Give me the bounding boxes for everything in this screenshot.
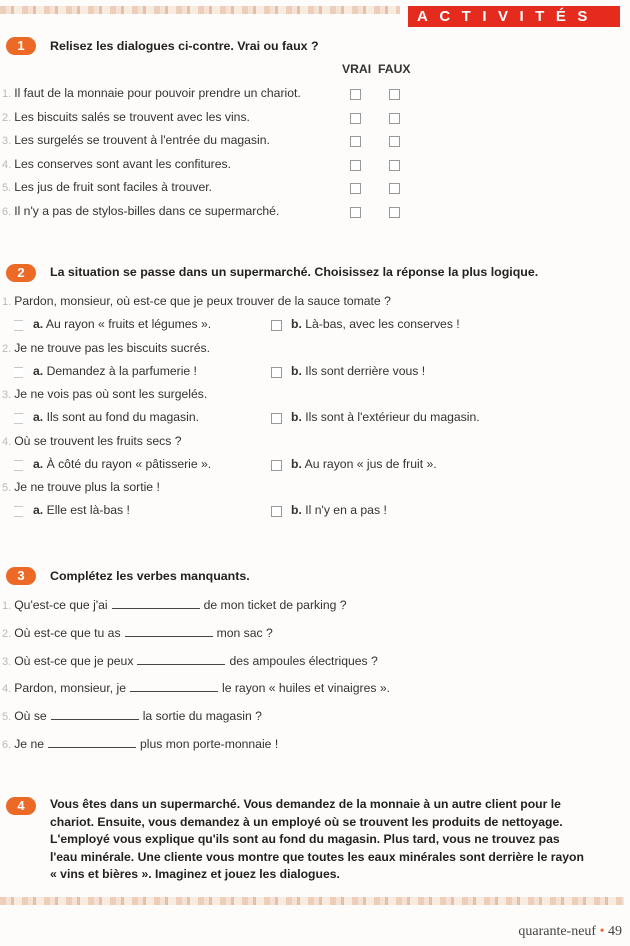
option-a <box>33 503 130 517</box>
option-a-label: a. <box>33 503 44 517</box>
text-after-blank: plus mon porte-monnaie ! <box>140 737 279 751</box>
section-banner: ACTIVITÉS <box>408 6 620 27</box>
faux-checkbox[interactable] <box>389 183 400 194</box>
option-a-text: Au rayon « fruits et légumes ». <box>45 317 212 331</box>
question-row <box>2 480 160 494</box>
vrai-checkbox[interactable] <box>350 183 361 194</box>
decorative-texture-bottom <box>0 897 624 905</box>
statement-row <box>2 180 212 194</box>
option-b-text: Ils sont à l'extérieur du magasin. <box>305 410 480 424</box>
exercise-1-badge: 1 <box>6 37 36 55</box>
vrai-checkbox[interactable] <box>350 207 361 218</box>
fill-blank-row <box>2 708 262 723</box>
exercise-4-text: Vous êtes dans un supermarché. Vous demandez de la monnaie à un autre client pour le chariot. Ensuite, vous demandez à un employé où se trouvent les produits de nettoyage. L'employé vous explique qu'ils sont au fond du magasin. Plus tard, vous ne trouvez pas l'eau minérale. Une cliente vous montre que toutes les eaux minérales sont derrière le rayon « vins et bières ». Imaginez et jouez les dialogues. <box>50 797 584 881</box>
item-number: 5. <box>2 482 12 494</box>
statement-text: Les biscuits salés se trouvent avec les vins. <box>14 109 250 124</box>
bullet-dot: • <box>599 924 605 939</box>
exercise-2-instruction: La situation se passe dans un supermarché. Choisissez la réponse la plus logique. <box>50 265 539 279</box>
option-b-label: b. <box>291 317 302 331</box>
option-a-text: À côté du rayon « pâtisserie ». <box>46 456 212 471</box>
text-after-blank: mon sac ? <box>216 625 273 640</box>
item-number: 4. <box>2 158 12 171</box>
faux-checkbox[interactable] <box>389 160 400 171</box>
item-number: 3. <box>2 655 12 668</box>
option-a-text: Demandez à la parfumerie ! <box>46 363 197 378</box>
text-before-blank: Je ne <box>14 737 45 751</box>
statement-row <box>2 86 301 100</box>
option-b-text: Au rayon « jus de fruit ». <box>304 456 437 471</box>
item-number: 4. <box>2 435 12 448</box>
option-b-label: b. <box>291 363 302 378</box>
item-number: 2. <box>2 627 12 640</box>
item-number: 3. <box>2 389 12 401</box>
text-after-blank: le rayon « huiles et vinaigres ». <box>221 681 390 696</box>
option-a <box>33 364 197 378</box>
option-a-checkbox[interactable] <box>14 367 23 378</box>
page-footer <box>518 924 622 940</box>
question-text: Je ne vois pas où sont les surgelés. <box>14 387 208 401</box>
option-b <box>291 457 437 471</box>
question-row <box>2 434 182 448</box>
item-number: 2. <box>2 342 12 355</box>
item-number: 3. <box>2 135 12 147</box>
option-a-label: a. <box>33 456 44 471</box>
answer-blank[interactable] <box>51 708 139 720</box>
option-a <box>33 410 199 424</box>
option-b-checkbox[interactable] <box>271 506 282 517</box>
fill-blank-row <box>2 625 273 640</box>
text-after-blank: des ampoules électriques ? <box>229 653 378 668</box>
vrai-checkbox[interactable] <box>350 136 361 147</box>
exercise-2-badge: 2 <box>6 264 36 282</box>
statement-text: Il faut de la monnaie pour pouvoir prendre un chariot. <box>14 86 301 100</box>
fill-blank-row <box>2 680 390 695</box>
exercise-1-instruction: Relisez les dialogues ci-contre. Vrai ou faux ? <box>50 39 319 53</box>
answer-blank[interactable] <box>130 680 218 692</box>
exercise-4-badge: 4 <box>6 797 36 815</box>
option-a-label: a. <box>33 317 44 331</box>
decorative-texture-top <box>0 6 400 14</box>
col-header-vrai: VRAI <box>342 62 372 76</box>
question-row <box>2 294 391 308</box>
faux-checkbox[interactable] <box>389 89 400 100</box>
vrai-checkbox[interactable] <box>350 160 361 171</box>
item-number: 4. <box>2 683 12 696</box>
text-after-blank: de mon ticket de parking ? <box>203 598 347 612</box>
option-b <box>291 364 425 378</box>
vrai-checkbox[interactable] <box>350 113 361 124</box>
option-a-label: a. <box>33 410 44 424</box>
option-b <box>291 410 480 424</box>
exercise-3-instruction: Complétez les verbes manquants. <box>50 569 250 583</box>
fill-blank-row <box>2 597 347 612</box>
item-number: 1. <box>2 600 12 612</box>
exercise-3-badge: 3 <box>6 567 36 585</box>
fill-blank-row <box>2 653 378 668</box>
text-before-blank: Où est-ce que je peux <box>14 653 134 668</box>
text-before-blank: Où est-ce que tu as <box>14 625 121 640</box>
question-row <box>2 387 207 401</box>
option-a <box>33 457 211 471</box>
text-before-blank: Qu'est-ce que j'ai <box>14 598 108 612</box>
option-a-text: Ils sont au fond du magasin. <box>46 410 200 424</box>
item-number: 1. <box>2 88 12 100</box>
answer-blank[interactable] <box>112 597 200 609</box>
statement-row <box>2 133 270 147</box>
page-number: 49 <box>608 924 622 939</box>
option-b <box>291 317 460 331</box>
question-text: Je ne trouve pas les biscuits sucrés. <box>14 340 210 355</box>
col-header-faux: FAUX <box>378 62 411 76</box>
fill-blank-row <box>2 736 278 751</box>
option-a-checkbox[interactable] <box>14 320 23 331</box>
answer-blank[interactable] <box>48 736 136 748</box>
question-row <box>2 341 210 355</box>
statement-row <box>2 204 279 218</box>
option-b-label: b. <box>291 410 302 424</box>
item-number: 1. <box>2 296 12 308</box>
option-b-label: b. <box>291 456 302 471</box>
statement-text: Les conserves sont avant les confitures. <box>14 156 231 171</box>
option-a-checkbox[interactable] <box>14 460 23 471</box>
item-number: 6. <box>2 205 12 218</box>
text-before-blank: Pardon, monsieur, je <box>14 681 126 696</box>
statement-text: Il n'y a pas de stylos-billes dans ce supermarché. <box>14 203 280 218</box>
item-number: 5. <box>2 182 12 194</box>
answer-blank[interactable] <box>137 653 225 665</box>
statement-text: Les surgelés se trouvent à l'entrée du magasin. <box>14 133 270 147</box>
faux-checkbox[interactable] <box>389 207 400 218</box>
option-b-checkbox[interactable] <box>271 460 282 471</box>
faux-checkbox[interactable] <box>389 136 400 147</box>
option-b-text: Il n'y en a pas ! <box>305 503 387 517</box>
statement-row <box>2 110 250 124</box>
page-word: quarante-neuf <box>518 924 597 939</box>
option-a-label: a. <box>33 363 44 378</box>
option-a-text: Elle est là-bas ! <box>46 503 130 517</box>
option-a-checkbox[interactable] <box>14 506 23 517</box>
statement-row <box>2 157 231 171</box>
answer-blank[interactable] <box>125 625 213 637</box>
item-number: 6. <box>2 739 12 751</box>
text-before-blank: Où se <box>14 709 47 724</box>
option-a <box>33 317 211 331</box>
option-b-text: Ils sont derrière vous ! <box>305 363 426 378</box>
statement-text: Les jus de fruit sont faciles à trouver. <box>14 180 212 194</box>
option-b-checkbox[interactable] <box>271 320 282 331</box>
option-b-checkbox[interactable] <box>271 413 282 424</box>
vrai-checkbox[interactable] <box>350 89 361 100</box>
question-text: Où se trouvent les fruits secs ? <box>14 433 182 448</box>
item-number: 2. <box>2 111 12 124</box>
question-text: Pardon, monsieur, où est-ce que je peux trouver de la sauce tomate ? <box>14 294 391 308</box>
item-number: 5. <box>2 711 12 724</box>
option-a-checkbox[interactable] <box>14 413 23 424</box>
option-b <box>291 503 387 517</box>
text-after-blank: la sortie du magasin ? <box>142 709 262 724</box>
option-b-label: b. <box>291 503 302 517</box>
option-b-text: Là-bas, avec les conserves ! <box>305 317 460 331</box>
option-b-checkbox[interactable] <box>271 367 282 378</box>
question-text: Je ne trouve plus la sortie ! <box>14 480 160 494</box>
faux-checkbox[interactable] <box>389 113 400 124</box>
